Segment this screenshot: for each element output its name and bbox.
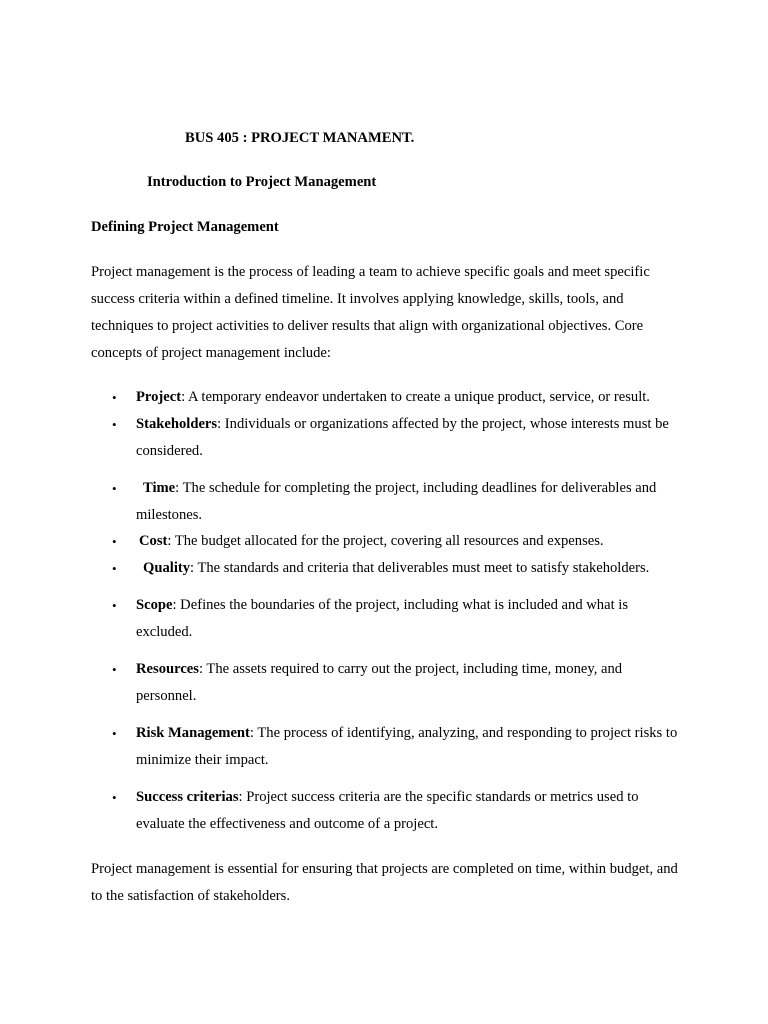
concept-description: : The schedule for completing the project, including deadlines for deliverables and milestones. bbox=[136, 480, 657, 523]
bullet-icon: • bbox=[112, 481, 117, 496]
concept-term: Project bbox=[136, 389, 182, 405]
bullet-icon: • bbox=[112, 790, 117, 805]
concept-term: Success criterias bbox=[136, 789, 239, 805]
bullet-icon: • bbox=[112, 390, 117, 405]
concept-list-item bbox=[112, 784, 681, 838]
document-subtitle: Introduction to Project Management bbox=[147, 174, 377, 190]
concept-description: : Project success criteria are the specific standards or metrics used to evaluate the effectiveness and outcome of a project. bbox=[136, 789, 639, 832]
bullet-icon: • bbox=[112, 662, 117, 677]
section-heading: Defining Project Management bbox=[91, 219, 279, 235]
concept-list-item bbox=[112, 720, 681, 774]
concept-description: : A temporary endeavor undertaken to create a unique product, service, or result. bbox=[181, 389, 650, 405]
bullet-icon: • bbox=[112, 598, 117, 613]
concept-term: Resources bbox=[136, 661, 199, 677]
concept-term: Time bbox=[143, 480, 176, 496]
concept-description: : The budget allocated for the project, covering all resources and expenses. bbox=[167, 533, 604, 549]
concept-list-item bbox=[112, 411, 681, 465]
concept-description: : The process of identifying, analyzing, and responding to project risks to minimize their impact. bbox=[136, 725, 678, 768]
closing-paragraph: Project management is essential for ensuring that projects are completed on time, within budget, and to the satisfaction of stakeholders. bbox=[91, 861, 678, 904]
concept-list-item bbox=[112, 384, 681, 411]
concept-term: Stakeholders bbox=[136, 416, 218, 432]
concept-description: : The standards and criteria that deliverables must meet to satisfy stakeholders. bbox=[190, 560, 650, 576]
concept-list-item bbox=[112, 475, 681, 529]
concept-list-item bbox=[112, 656, 681, 710]
bullet-icon: • bbox=[112, 417, 117, 432]
concept-description: : Individuals or organizations affected by the project, whose interests must be considered. bbox=[136, 416, 669, 459]
course-title: BUS 405 : PROJECT MANAMENT. bbox=[185, 130, 415, 146]
concept-description: : The assets required to carry out the project, including time, money, and personnel. bbox=[136, 661, 623, 704]
concept-term: Scope bbox=[136, 597, 173, 613]
concept-list-item bbox=[112, 528, 681, 555]
bullet-icon: • bbox=[112, 726, 117, 741]
bullet-icon: • bbox=[112, 534, 117, 549]
concept-description: : Defines the boundaries of the project, including what is included and what is excluded. bbox=[136, 597, 629, 640]
concept-term: Quality bbox=[143, 560, 191, 576]
bullet-icon: • bbox=[112, 561, 117, 576]
intro-paragraph: Project management is the process of leading a team to achieve specific goals and meet specific success criteria within a defined timeline. It involves applying knowledge, skills, tools, and techniques to project activities to deliver results that align with organizational objectives. Core concepts of project management include: bbox=[91, 264, 650, 361]
concept-list-item bbox=[112, 555, 681, 582]
concept-term: Cost bbox=[139, 533, 168, 549]
concept-term: Risk Management bbox=[136, 725, 250, 741]
concept-list-item bbox=[112, 592, 681, 646]
